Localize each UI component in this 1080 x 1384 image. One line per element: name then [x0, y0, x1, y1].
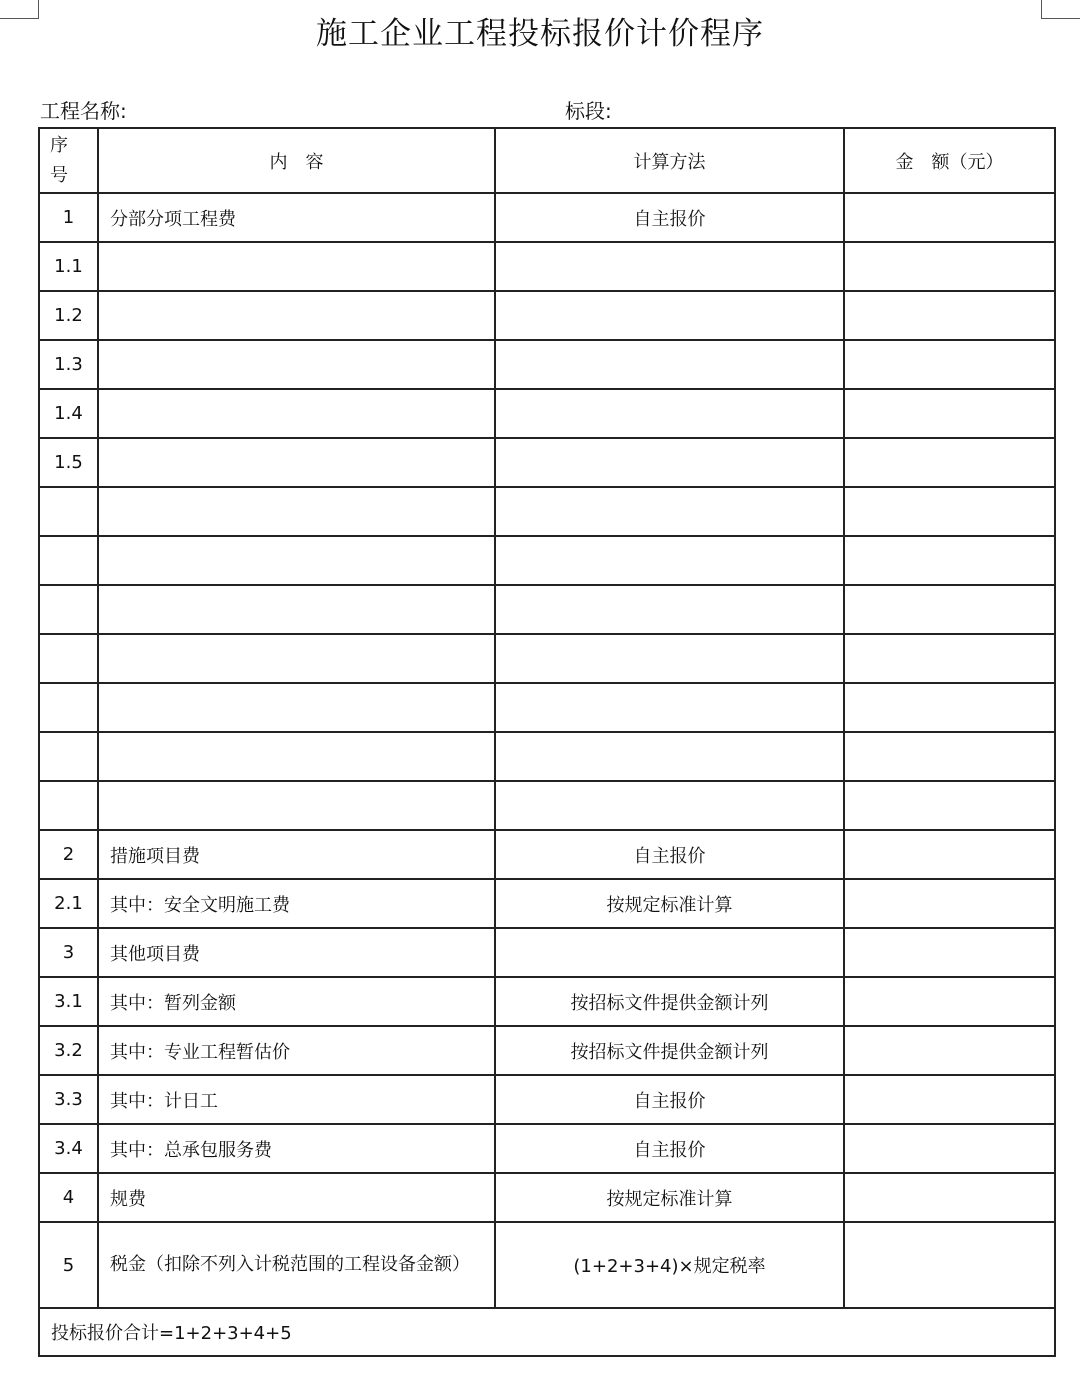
row-method-cell: 自主报价 [495, 1124, 844, 1173]
row-seq-cell [39, 732, 98, 781]
row-method-cell [495, 536, 844, 585]
row-content-cell [98, 683, 495, 732]
row-seq-cell [39, 683, 98, 732]
row-content-cell [98, 438, 495, 487]
table-row [39, 1222, 1055, 1308]
row-seq-cell: 1.4 [39, 389, 98, 438]
row-method-cell [495, 291, 844, 340]
table-row [39, 242, 1055, 291]
header-seq [39, 128, 98, 193]
row-amount-cell [844, 291, 1055, 340]
row-amount-cell [844, 977, 1055, 1026]
row-amount-cell [844, 536, 1055, 585]
row-amount-cell [844, 1173, 1055, 1222]
row-method-cell: 按招标文件提供金额计列 [495, 1026, 844, 1075]
row-amount-cell [844, 928, 1055, 977]
row-content-cell [98, 340, 495, 389]
row-seq-cell: 1.1 [39, 242, 98, 291]
row-amount-cell [844, 1075, 1055, 1124]
row-content-cell [98, 781, 495, 830]
table-row [39, 830, 1055, 879]
table-row [39, 585, 1055, 634]
row-content-cell: 规费 [98, 1173, 495, 1222]
row-seq-cell: 2.1 [39, 879, 98, 928]
row-amount-cell [844, 781, 1055, 830]
row-content-cell: 其中：安全文明施工费 [98, 879, 495, 928]
row-method-cell: 按规定标准计算 [495, 1173, 844, 1222]
row-method-cell [495, 781, 844, 830]
section-label: 标段: [565, 99, 612, 123]
row-seq-cell: 3 [39, 928, 98, 977]
row-seq-cell [39, 634, 98, 683]
row-seq-cell: 1.2 [39, 291, 98, 340]
table-header-row [39, 128, 1055, 193]
row-method-cell [495, 438, 844, 487]
table-row [39, 1026, 1055, 1075]
table-row [39, 1173, 1055, 1222]
row-content-cell [98, 389, 495, 438]
row-content-cell [98, 242, 495, 291]
row-content-cell [98, 291, 495, 340]
row-seq-cell: 2 [39, 830, 98, 879]
row-method-cell: 自主报价 [495, 193, 844, 242]
row-method-cell: 自主报价 [495, 1075, 844, 1124]
table-row [39, 438, 1055, 487]
row-amount-cell [844, 193, 1055, 242]
table-row [39, 879, 1055, 928]
table-row [39, 1075, 1055, 1124]
row-amount-cell [844, 438, 1055, 487]
row-content-cell [98, 585, 495, 634]
row-amount-cell [844, 487, 1055, 536]
row-amount-cell [844, 340, 1055, 389]
row-seq-cell: 3.2 [39, 1026, 98, 1075]
row-method-cell [495, 242, 844, 291]
row-method-cell [495, 928, 844, 977]
pricing-procedure-table [38, 127, 1056, 1357]
table-row [39, 487, 1055, 536]
row-amount-cell [844, 879, 1055, 928]
table-row [39, 389, 1055, 438]
row-seq-cell: 1 [39, 193, 98, 242]
row-seq-cell: 3.1 [39, 977, 98, 1026]
document-title: 施工企业工程投标报价计价程序 [316, 16, 764, 52]
table-row [39, 977, 1055, 1026]
row-seq-cell: 4 [39, 1173, 98, 1222]
row-seq-cell: 1.3 [39, 340, 98, 389]
header-seq-line1: 序 [50, 134, 68, 156]
header-amount: 金 额（元） [844, 128, 1055, 193]
row-method-cell [495, 389, 844, 438]
row-method-cell [495, 585, 844, 634]
header-method: 计算方法 [495, 128, 844, 193]
row-amount-cell [844, 830, 1055, 879]
row-amount-cell [844, 585, 1055, 634]
row-seq-cell [39, 585, 98, 634]
row-amount-cell [844, 242, 1055, 291]
total-row [39, 1308, 1055, 1356]
row-amount-cell [844, 732, 1055, 781]
row-seq-cell: 3.3 [39, 1075, 98, 1124]
table-row [39, 536, 1055, 585]
row-content-cell [98, 536, 495, 585]
total-cell: 投标报价合计=1+2+3+4+5 [39, 1308, 1055, 1356]
table-row [39, 340, 1055, 389]
table-body [39, 193, 1055, 1308]
row-content-cell: 其他项目费 [98, 928, 495, 977]
row-method-cell: 自主报价 [495, 830, 844, 879]
header-content: 内 容 [98, 128, 495, 193]
row-seq-cell [39, 536, 98, 585]
row-method-cell [495, 683, 844, 732]
row-seq-cell: 5 [39, 1222, 98, 1308]
table-row [39, 634, 1055, 683]
row-amount-cell [844, 634, 1055, 683]
table-row [39, 683, 1055, 732]
row-amount-cell [844, 1026, 1055, 1075]
row-content-cell: 税金（扣除不列入计税范围的工程设备金额） [98, 1222, 495, 1308]
row-amount-cell [844, 683, 1055, 732]
table-row [39, 291, 1055, 340]
row-method-cell [495, 634, 844, 683]
row-content-cell: 其中：暂列金额 [98, 977, 495, 1026]
table-row [39, 193, 1055, 242]
row-amount-cell [844, 1222, 1055, 1308]
row-content-cell [98, 634, 495, 683]
row-method-cell: (1+2+3+4)×规定税率 [495, 1222, 844, 1308]
row-content-cell [98, 732, 495, 781]
project-name-label: 工程名称: [40, 99, 127, 123]
row-seq-cell [39, 781, 98, 830]
row-method-cell: 按规定标准计算 [495, 879, 844, 928]
row-content-cell [98, 487, 495, 536]
row-amount-cell [844, 389, 1055, 438]
row-content-cell: 其中：专业工程暂估价 [98, 1026, 495, 1075]
row-method-cell: 按招标文件提供金额计列 [495, 977, 844, 1026]
row-content-cell: 其中：总承包服务费 [98, 1124, 495, 1173]
row-seq-cell [39, 487, 98, 536]
row-content-cell: 其中：计日工 [98, 1075, 495, 1124]
table-row [39, 928, 1055, 977]
row-amount-cell [844, 1124, 1055, 1173]
row-content-cell: 分部分项工程费 [98, 193, 495, 242]
row-method-cell [495, 732, 844, 781]
row-method-cell [495, 340, 844, 389]
row-seq-cell: 1.5 [39, 438, 98, 487]
row-method-cell [495, 487, 844, 536]
row-seq-cell: 3.4 [39, 1124, 98, 1173]
header-seq-line2: 号 [50, 164, 68, 186]
table-row [39, 732, 1055, 781]
row-content-cell: 措施项目费 [98, 830, 495, 879]
table-row [39, 1124, 1055, 1173]
table-row [39, 781, 1055, 830]
